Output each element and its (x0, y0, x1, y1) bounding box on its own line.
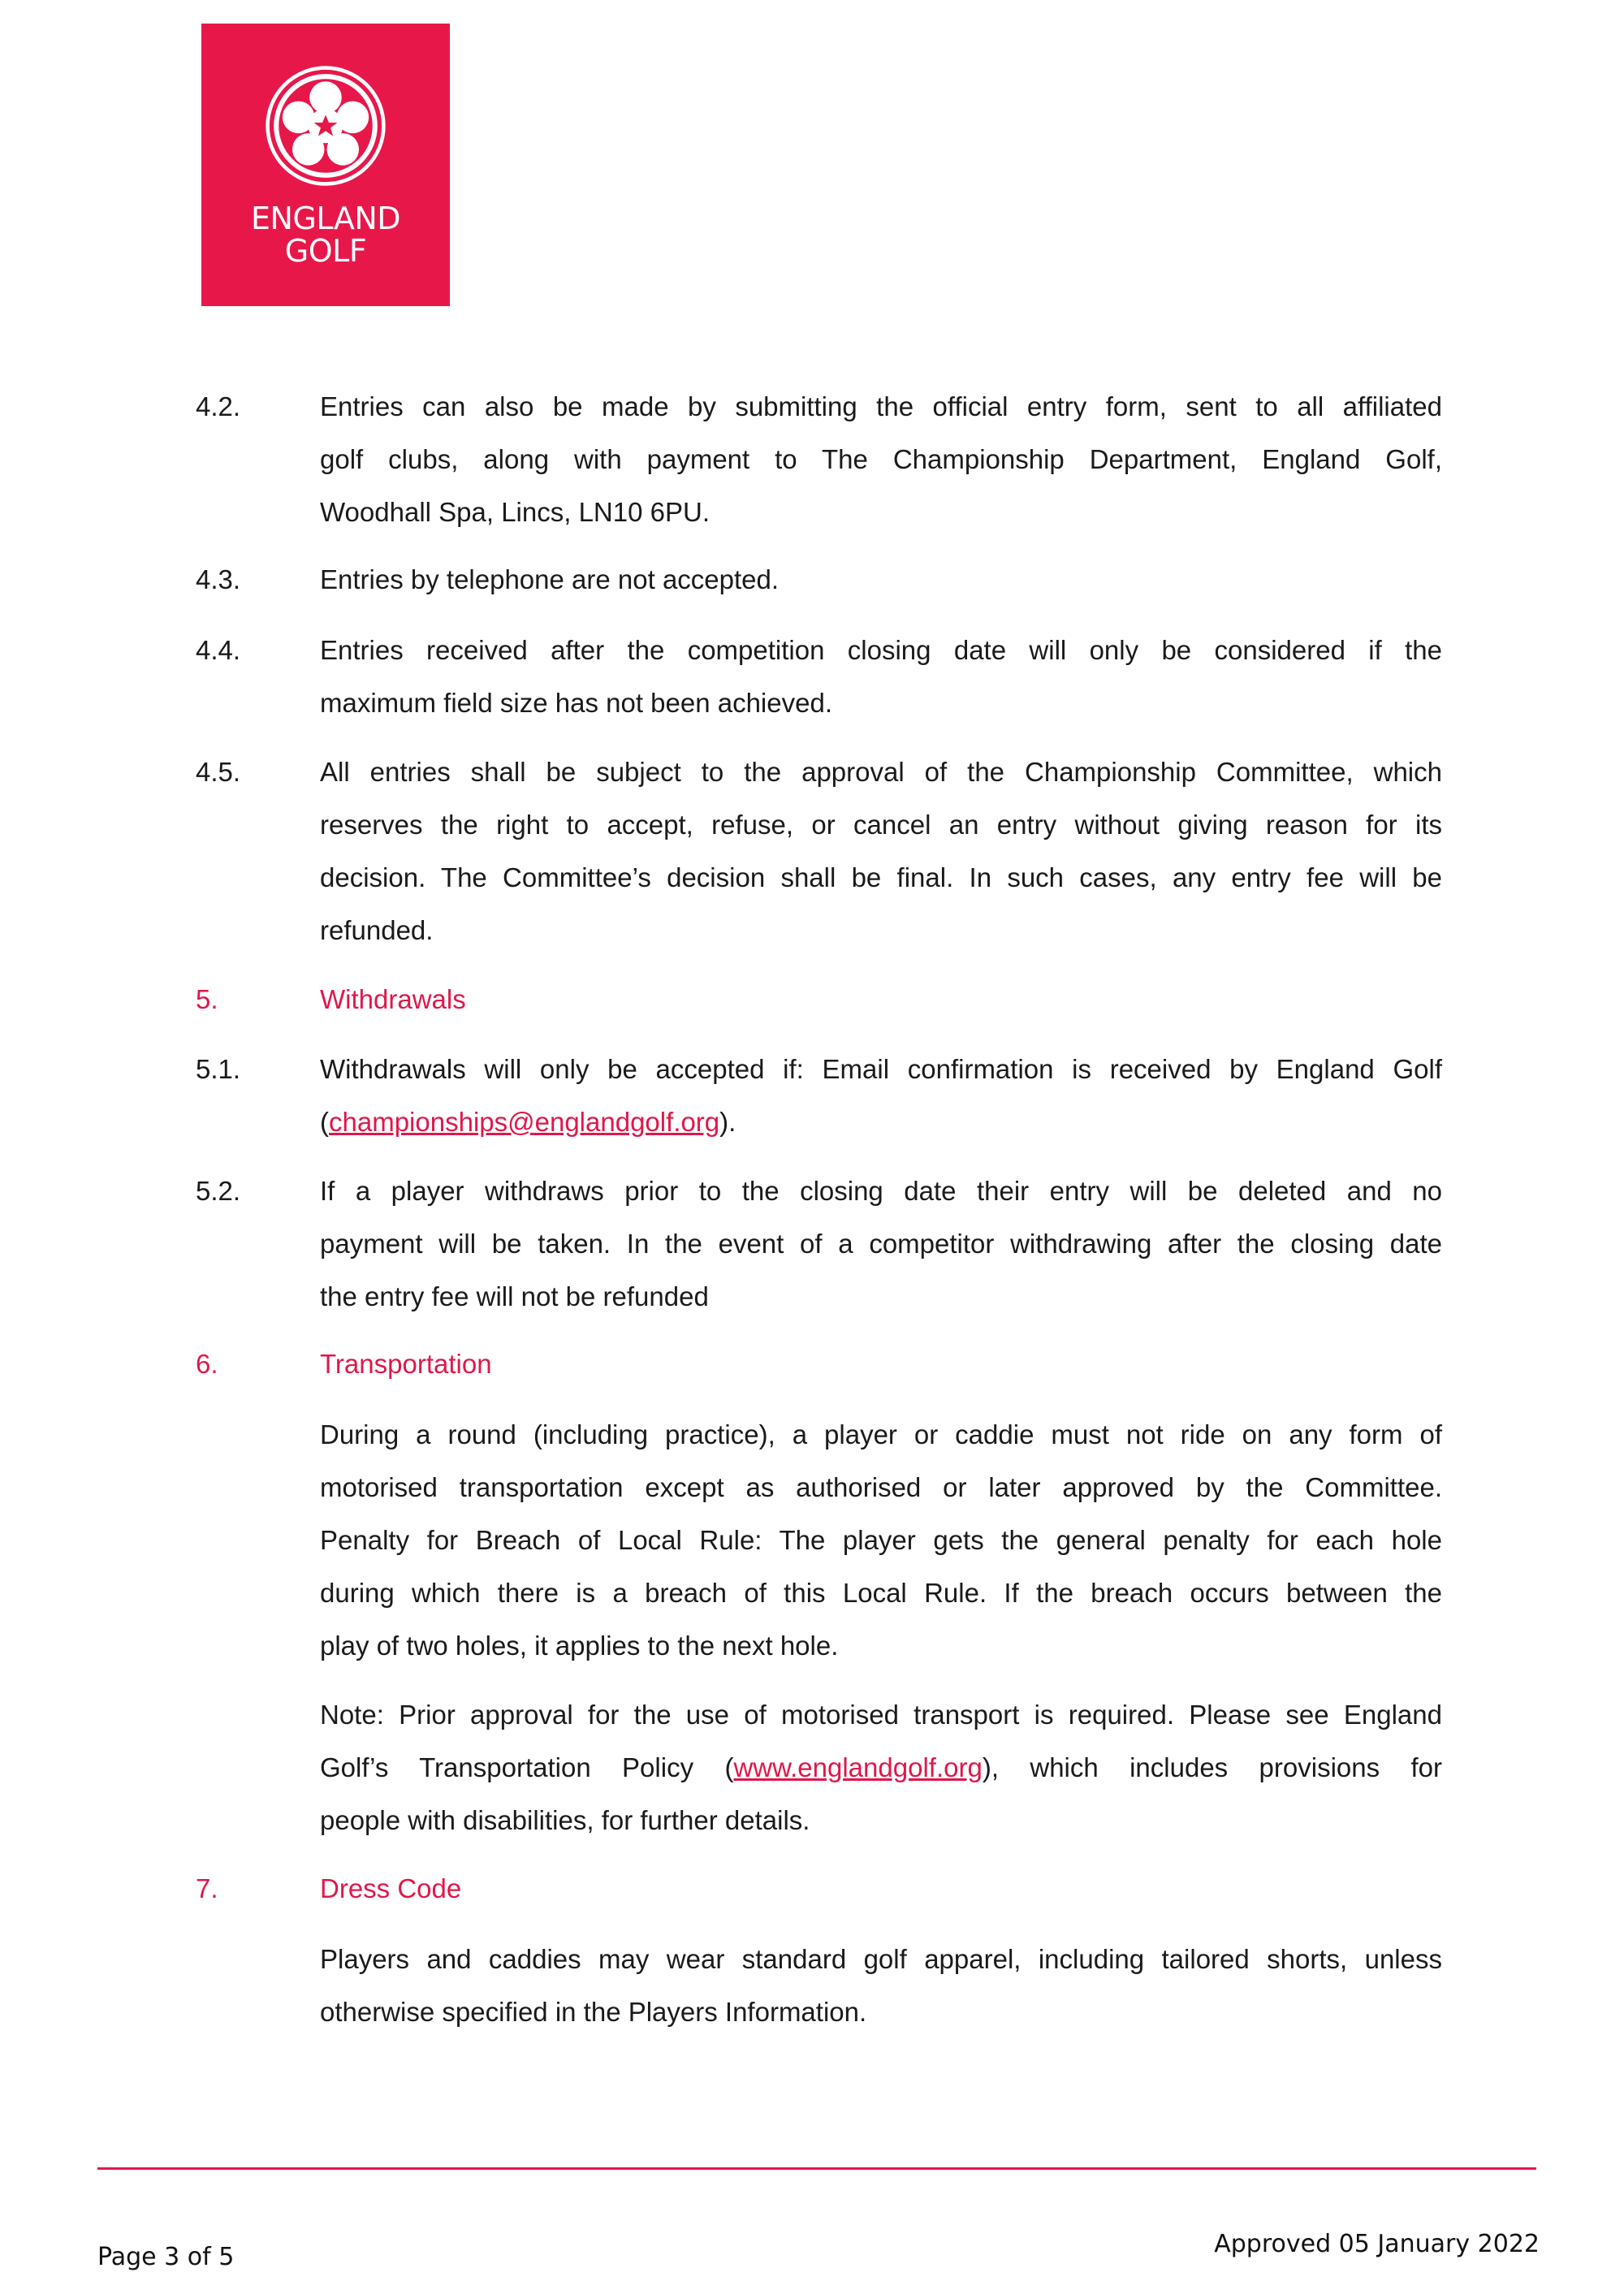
email-link[interactable]: championships@englandgolf.org (329, 1107, 720, 1137)
clause-number: 5.1. (196, 1054, 241, 1084)
clause-text (320, 1043, 1442, 1148)
section-heading (320, 1337, 1442, 1390)
text-line: maximum field size has not been achieved. (320, 688, 832, 718)
text-fragment: ), which includes provisions for (982, 1752, 1442, 1782)
clause-text (320, 553, 1442, 606)
text-line: If a player withdraws prior to the closing date their entry will be deleted and no (320, 1176, 1442, 1206)
paragraph-text (320, 1933, 1442, 2038)
clause-number: 4.2. (196, 391, 241, 421)
text-line (320, 1095, 1442, 1148)
text-line: motorised transportation except as authorised or later approved by the Committee. (320, 1472, 1442, 1502)
text-line: golf clubs, along with payment to The Championship Department, England Golf, (320, 444, 1442, 474)
clause-number: 4.4. (196, 635, 241, 665)
text-line (320, 1741, 1442, 1794)
clause-text (320, 745, 1442, 957)
paragraph-text (320, 1688, 1442, 1847)
footer-divider (97, 2167, 1536, 2170)
section-number: 7. (196, 1873, 218, 1903)
text-line: the entry fee will not be refunded (320, 1281, 709, 1311)
text-line: Players and caddies may wear standard golf apparel, including tailored shorts, unless (320, 1944, 1442, 1974)
heading-text: Dress Code (320, 1873, 462, 1903)
text-line: people with disabilities, for further details. (320, 1805, 810, 1835)
text-line: play of two holes, it applies to the next hole. (320, 1631, 839, 1661)
section-heading (320, 1862, 1442, 1915)
clause-text (320, 624, 1442, 729)
section-number: 6. (196, 1349, 218, 1379)
text-line: Entries can also be made by submitting the official entry form, sent to all affiliated (320, 391, 1442, 421)
logo-line1: ENGLAND (250, 201, 401, 236)
text-line: During a round (including practice), a player or caddie must not ride on any form of (320, 1419, 1442, 1449)
clause-number: 4.5. (196, 757, 241, 787)
tudor-rose-icon (264, 64, 387, 188)
logo-line2: GOLF (284, 233, 367, 269)
website-link[interactable]: www.englandgolf.org (733, 1752, 983, 1782)
paren-open: ( (320, 1107, 329, 1137)
page-number: Page 3 of 5 (97, 2243, 235, 2271)
clause-text (320, 380, 1442, 538)
text-line: during which there is a breach of this Local Rule. If the breach occurs between the (320, 1578, 1442, 1608)
text-line: All entries shall be subject to the approval of the Championship Committee, which (320, 757, 1442, 787)
text-line: Penalty for Breach of Local Rule: The player gets the general penalty for each hole (320, 1525, 1442, 1555)
heading-text: Withdrawals (320, 984, 466, 1014)
england-golf-logo (201, 24, 450, 306)
clause-number: 5.2. (196, 1176, 241, 1206)
text-line: Entries received after the competition closing date will only be considered if the (320, 635, 1442, 665)
clause-number: 4.3. (196, 564, 241, 594)
paren-close: ). (719, 1107, 736, 1137)
text-line: reserves the right to accept, refuse, or cancel an entry without giving reason for its (320, 810, 1442, 840)
clause-text (320, 1164, 1442, 1323)
section-number: 5. (196, 984, 218, 1014)
text-line: otherwise specified in the Players Information. (320, 1997, 867, 2027)
approval-date: Approved 05 January 2022 (1214, 2230, 1540, 2258)
heading-text: Transportation (320, 1349, 492, 1379)
text-line: payment will be taken. In the event of a competitor withdrawing after the closing date (320, 1229, 1442, 1259)
paragraph-text (320, 1408, 1442, 1672)
text-line: Withdrawals will only be accepted if: Email confirmation is received by England Golf (320, 1054, 1442, 1084)
section-heading (320, 973, 1442, 1026)
text-line: decision. The Committee’s decision shall be final. In such cases, any entry fee will be (320, 862, 1442, 892)
text-line: refunded. (320, 915, 434, 945)
text-line: Woodhall Spa, Lincs, LN10 6PU. (320, 497, 710, 527)
text-fragment: Golf’s Transportation Policy ( (320, 1752, 734, 1782)
text-line: Note: Prior approval for the use of motorised transport is required. Please see England (320, 1700, 1442, 1730)
text-line: Entries by telephone are not accepted. (320, 564, 780, 594)
